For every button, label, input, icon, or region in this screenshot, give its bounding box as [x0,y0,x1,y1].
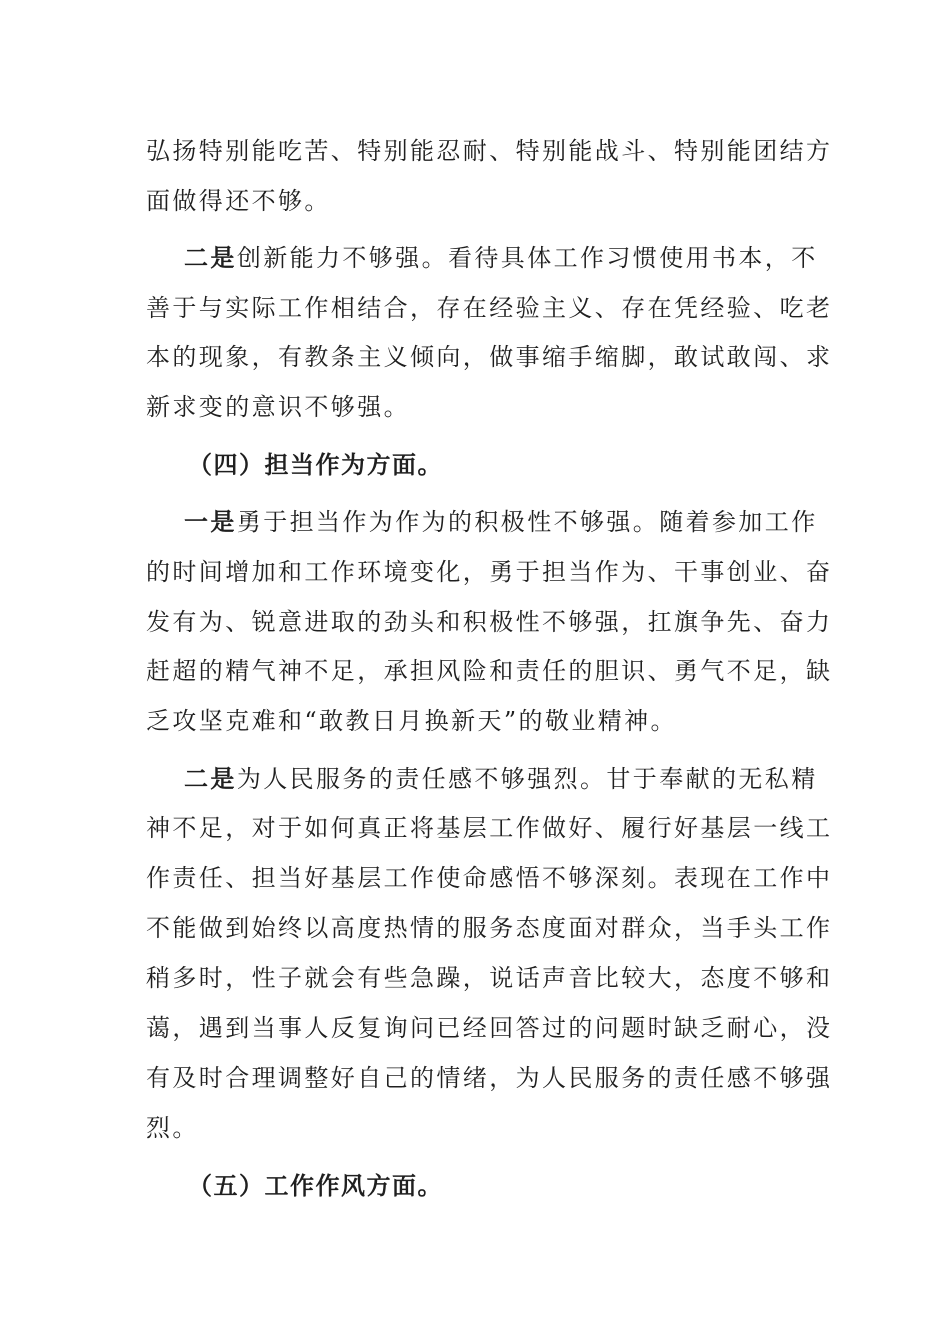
paragraph-text: 勇于担当作为作为的积极性不够强。随着参加工作 [236,508,818,536]
paragraph-line [184,507,818,537]
paragraph-lead: 一是 [184,508,237,536]
paragraph-line [184,243,818,273]
paragraph-line: 发有为、锐意进取的劲头和积极性不够强，扛旗争先、奋力 [146,608,833,636]
paragraph-text: 创新能力不够强。看待具体工作习惯使用书本，不 [236,244,818,272]
paragraph-text: 为人民服务的责任感不够强烈。甘于奉献的无私精 [236,765,818,793]
paragraph-line: 不能做到始终以高度热情的服务态度面对群众，当手头工作 [146,914,833,942]
paragraph-line: 善于与实际工作相结合，存在经验主义、存在凭经验、吃老 [146,294,833,322]
paragraph-line: 有及时合理调整好自己的情绪，为人民服务的责任感不够强 [146,1064,833,1092]
section-heading: （五）工作作风方面。 [188,1172,443,1200]
paragraph-line: 赶超的精气神不足，承担风险和责任的胆识、勇气不足，缺 [146,657,833,685]
paragraph-line [184,764,818,794]
paragraph-line: 乏攻坚克难和“敢教日月换新天”的敬业精神。 [146,707,677,735]
paragraph-line: 稍多时，性子就会有些急躁，说话声音比较大，态度不够和 [146,964,833,992]
paragraph-line: 的时间增加和工作环境变化，勇于担当作为、干事创业、奋 [146,558,833,586]
paragraph-line: 弘扬特别能吃苦、特别能忍耐、特别能战斗、特别能团结方 [146,137,833,165]
paragraph-line: 蔼，遇到当事人反复询问已经回答过的问题时缺乏耐心，没 [146,1014,833,1042]
paragraph-line: 作责任、担当好基层工作使命感悟不够深刻。表现在工作中 [146,864,833,892]
paragraph-line: 本的现象，有教条主义倾向，做事缩手缩脚，敢试敢闯、求 [146,343,833,371]
paragraph-line: 面做得还不够。 [146,187,331,215]
section-heading: （四）担当作为方面。 [188,451,443,479]
paragraph-lead: 二是 [184,765,237,793]
paragraph-line: 新求变的意识不够强。 [146,393,410,421]
paragraph-line: 神不足，对于如何真正将基层工作做好、履行好基层一线工 [146,814,833,842]
paragraph-line: 烈。 [146,1114,199,1142]
paragraph-lead: 二是 [184,244,237,272]
